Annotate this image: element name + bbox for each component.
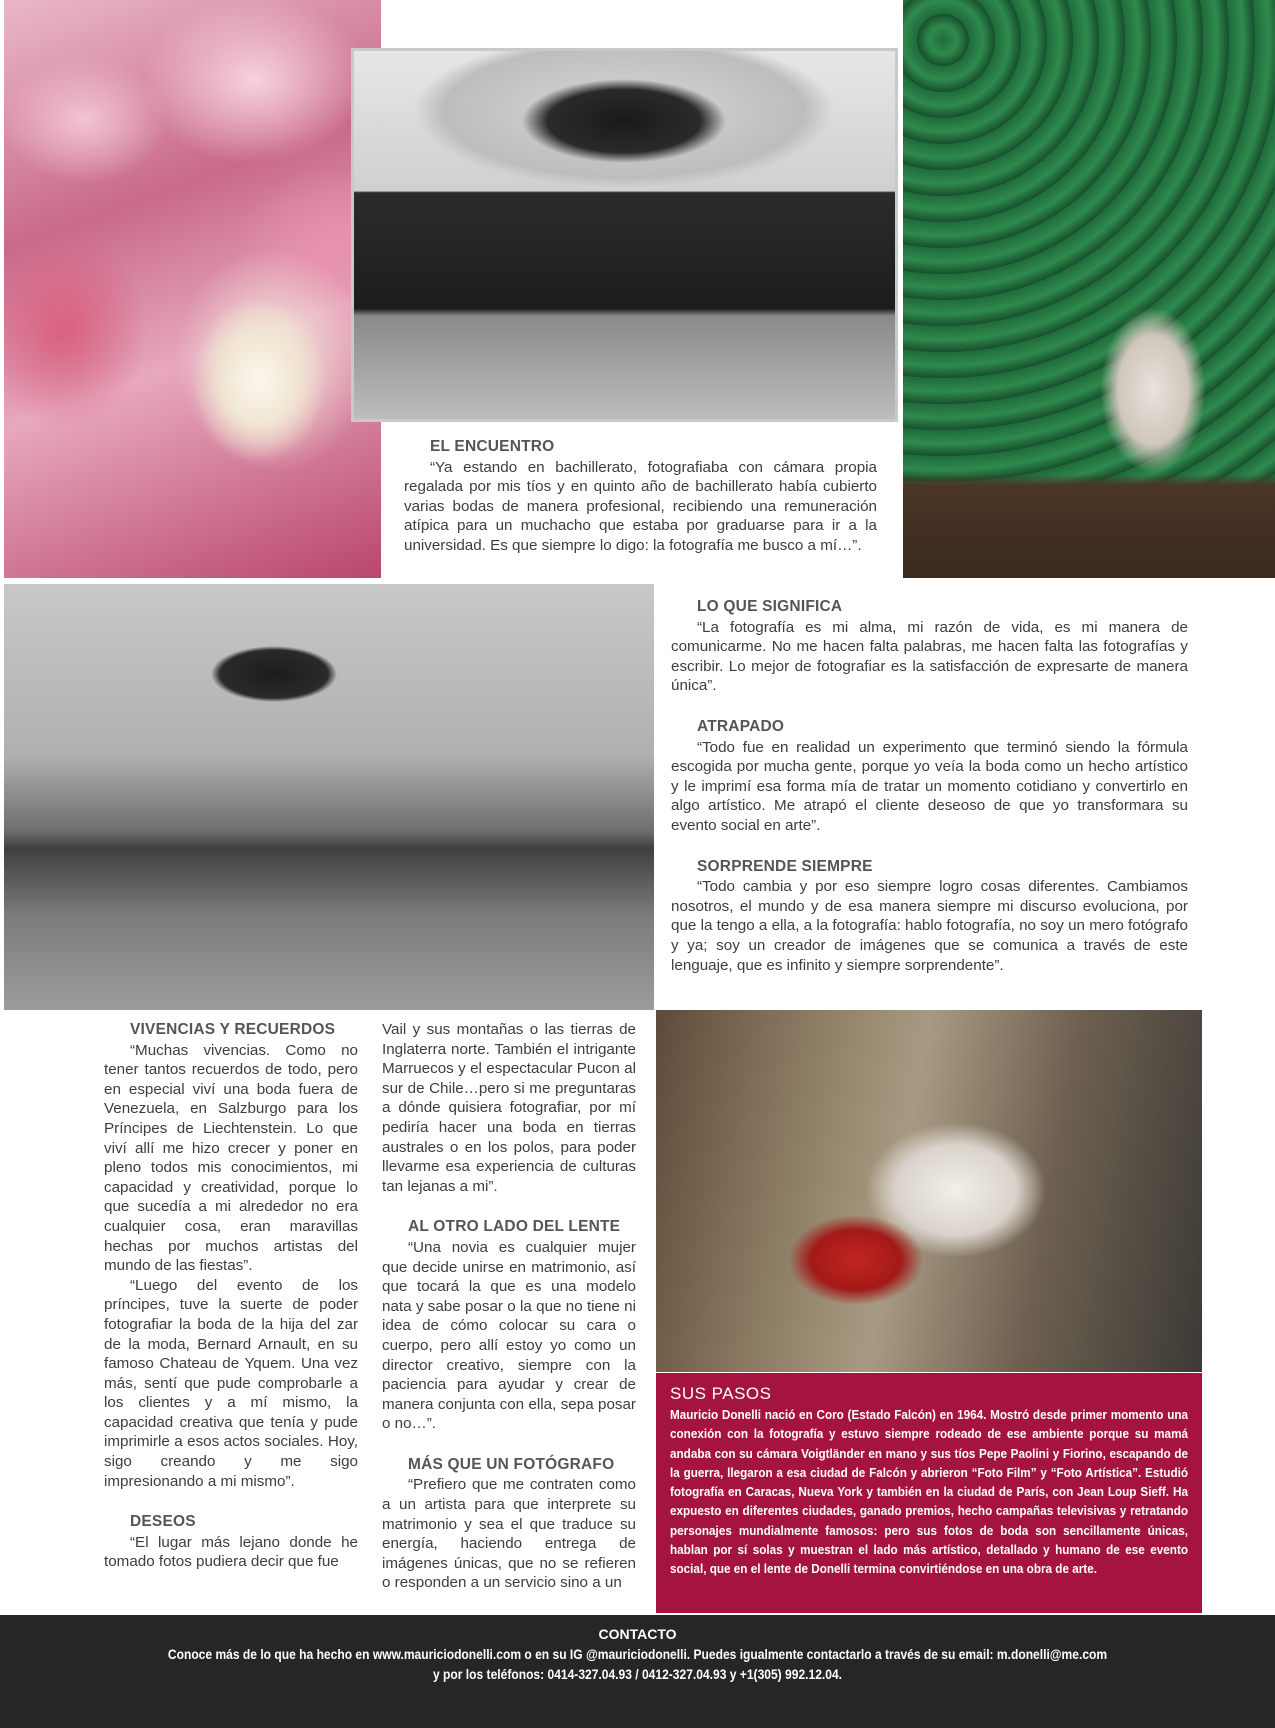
- couple-scooter-photo: [656, 1010, 1202, 1372]
- bottom-middle-column: [382, 1020, 636, 1593]
- section-title-otro-lado: AL OTRO LADO DEL LENTE: [408, 1218, 621, 1236]
- section-title: EL ENCUENTRO: [430, 438, 555, 455]
- section-body-deseos-b: Vail y sus montañas o las tierras de Inglaterra norte. También el intrigante Marruecos y el espectacular Pucon al sur de Chile…pero si me preguntaras a dónde quisiera fotografiar, por mí pediría hacer una boda en tierras australes o en los polos, para poder llevarme esa experiencia de culturas tan lejanas a mi”.: [382, 1021, 636, 1195]
- section-body-lo-que-significa: “La fotografía es mi alma, mi razón de vida, es mi manera de comunicarme. No me hacen falta palabras, me hacen falta las fotografías y escribir. Lo mejor de fotografiar es la satisfacción de expresarte de manera única”.: [671, 618, 1188, 695]
- footer-line-1: Conoce más de lo que ha hecho en www.mauriciodonelli.com o en su IG @mauriciodonelli. Puedes igualmente contactarlo a través de su email: m.donelli@me.com: [167, 1647, 1108, 1662]
- sus-pasos-name: Mauricio Donelli: [670, 1408, 761, 1422]
- bride-green-wall-photo: [903, 0, 1275, 578]
- section-title-mas-que-fotografo: MÁS QUE UN FOTÓGRAFO: [408, 1455, 615, 1473]
- groom-umbrellas-photo: [4, 584, 654, 1010]
- bottom-left-column: [104, 1020, 358, 1572]
- sus-pasos-text: nació en Coro (Estado Falcón) en 1964. Mostró desde primer momento una conexión con la fotografía y estuvo siempre rodeado de ese ambiente porque su mamá andaba con su cámara Voigtländer en mano y sus tíos Pepe Paolini y Fiorino, escapando de la guerra, llegaron a esa ciudad de Falcón y abrieron “Foto Film” y “Foto Artística”. Estudió fotografía en Caracas, Nueva York y también en la ciudad de París, con Jean Loup Sieff. Ha expuesto en diferentes ciudades, ganado premios, hecho campañas televisivas y retratando personajes mundialmente famosos: pero sus fotos de boda son sencillamente únicas, hablan por sí solas y muestran el lado más artístico, detallado y humano de ese evento social, que en el lente de Donelli termina convirtiéndose en una obra de arte.: [670, 1408, 1189, 1577]
- section-body-atrapado: “Todo fue en realidad un experimento que terminó siendo la fórmula escogida por mucha gente, porque yo veía la boda como un hecho artístico y le imprimí esa forma mía de tratar un momento cotidiano y convertirlo en algo artístico. Me atrapó el cliente deseoso de que yo transformara su evento social en arte”.: [671, 738, 1188, 834]
- section-title-sorprende-siempre: SORPRENDE SIEMPRE: [697, 857, 873, 875]
- sus-pasos-body: [670, 1406, 1188, 1580]
- sus-pasos-box: [656, 1373, 1202, 1613]
- section-body-vivencias-2: “Luego del evento de los príncipes, tuve la suerte de poder fotografiar la boda de la hija del zar de la moda, Bernard Arnault, en su famoso Chateau de Yquem. Una vez más, sentí que pude comprobarle a los clientes y a mí mismo, la capacidad creativa que tenía y pude imprimirle a esos actos sociales. Hoy, sigo creando y me sigo impresionando a mi mismo”.: [104, 1276, 358, 1490]
- section-title-atrapado: ATRAPADO: [697, 717, 785, 735]
- sus-pasos-title: SUS PASOS: [670, 1384, 772, 1403]
- beach-group-hat-photo: [351, 48, 898, 422]
- section-body-deseos-a: “El lugar más lejano donde he tomado fotos pudiera decir que fue: [104, 1533, 358, 1571]
- section-body-vivencias-1: “Muchas vivencias. Como no tener tantos recuerdos de todo, pero en especial viví una boda fuera de Venezuela, en Salzburgo para los Príncipes de Liechtenstein. Lo que viví allí me hizo crecer y poner en pleno todos mis conocimientos, mi capacidad y creatividad, porque lo que sucedía a mi alrededor no era cualquier cosa, eran maravillas hechas por muchos artistas del mundo de las fiestas”.: [104, 1041, 358, 1275]
- section-title-vivencias: VIVENCIAS Y RECUERDOS: [130, 1021, 336, 1038]
- footer-title: CONTACTO: [598, 1626, 677, 1642]
- section-body-sorprende-siempre: “Todo cambia y por eso siempre logro cosas diferentes. Cambiamos nosotros, el mundo y de esa manera siempre mi discurso evoluciona, por que la tengo a ella, a la fotografía: hablo fotografía, no soy un mero fotógrafo y ya; soy un creador de imágenes que se comunica a través de este lenguaje, que es infinito y siempre sorprendente”.: [671, 878, 1188, 974]
- bride-peony-photo: [4, 0, 381, 578]
- section-el-encuentro: [404, 437, 877, 556]
- section-body: “Ya estando en bachillerato, fotografiaba con cámara propia regalada por mis tíos y en quinto año de bachillerato había cubierto varias bodas de manera profesional, recibiendo una remuneración atípica para un muchacho que estaba por graduarse para ir a la universidad. Es que siempre lo digo: la fotografía me busco a mí…”.: [404, 458, 877, 554]
- contact-footer: [0, 1615, 1275, 1728]
- right-column: [671, 597, 1188, 975]
- section-body-otro-lado: “Una novia es cualquier mujer que decide unirse en matrimonio, así que tocará la que es una modelo nata y sabe posar o la que no tiene ni idea de cómo colocar su cara o cuerpo, pero allí estoy yo como un director creativo, siempre con la paciencia para ayudar y crear de manera conjunta con ella, sepa posar o no…”.: [382, 1238, 636, 1433]
- footer-line-2: y por los teléfonos: 0414-327.04.93 / 0412-327.04.93 y +1(305) 992.12.04.: [432, 1667, 842, 1682]
- section-title-deseos: DESEOS: [130, 1513, 196, 1531]
- section-title-lo-que-significa: LO QUE SIGNIFICA: [697, 598, 843, 615]
- section-body-mas-que-fotografo: “Prefiero que me contraten como a un artista para que interprete su matrimonio y sea el que traduce su energía, haciendo entrega de imágenes únicas, que no se refieren o responden a un servicio sino a un: [382, 1476, 636, 1592]
